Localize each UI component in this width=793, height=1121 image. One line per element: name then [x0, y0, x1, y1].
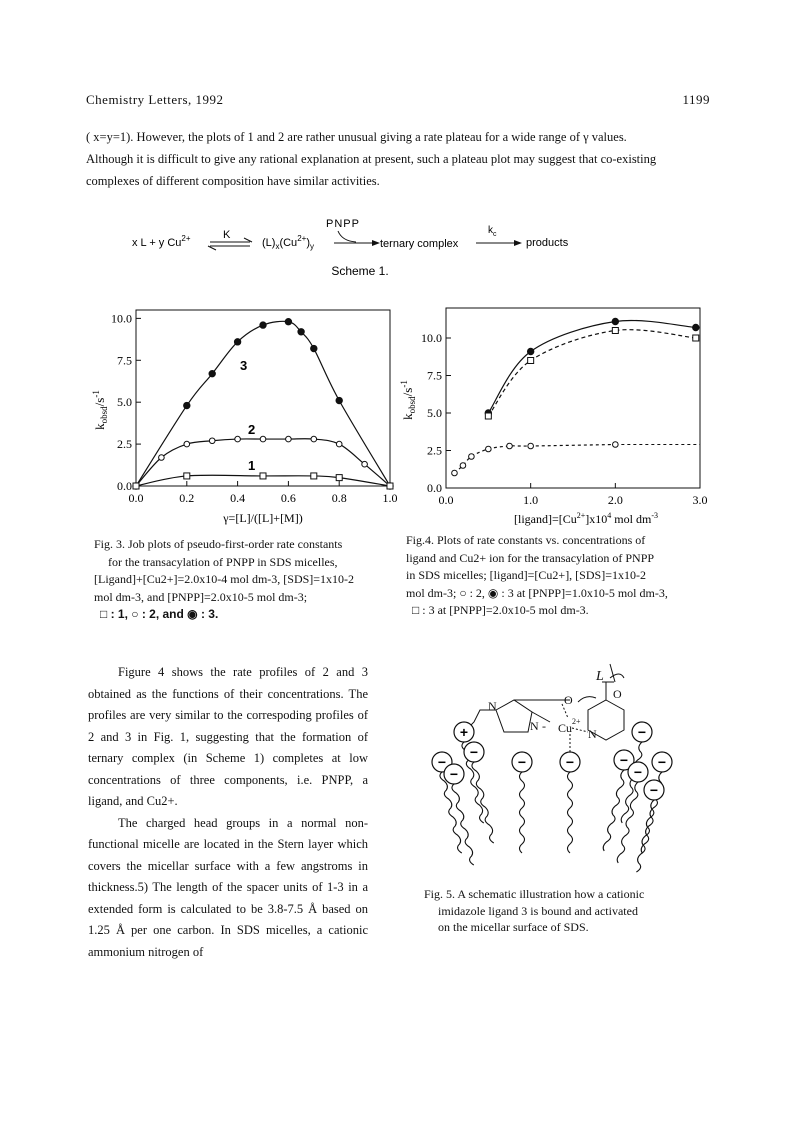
scheme-kc-label: $k_c$ — [488, 225, 497, 238]
fig3-x-tick-label: 0.2 — [179, 491, 195, 505]
fig3-curve-label-3: 3 — [240, 358, 248, 373]
imidazole-ring — [496, 700, 532, 732]
fig4-caption-line: □ : 3 at [PNPP]=2.0x10-5 mol dm-3. — [412, 603, 589, 617]
alkyl-tail — [617, 782, 638, 863]
acyl-arrow — [610, 674, 624, 678]
fig4-series-line-1 — [454, 445, 615, 474]
alkyl-tail — [603, 770, 624, 851]
scheme-caption: Scheme 1. — [331, 264, 389, 278]
fig3-point — [285, 319, 291, 325]
fig4-point — [613, 442, 619, 448]
fig4-y-tick-label: 0.0 — [427, 481, 442, 495]
copper-label: $Cu^{2+}$ — [558, 717, 581, 735]
fig3-x-tick-label: 0.6 — [280, 491, 296, 505]
fig5-caption-line: imidazole ligand 3 is bound and activated — [438, 903, 638, 918]
fig4-x-tick-label: 0.0 — [438, 493, 454, 507]
fig4-point — [486, 446, 492, 452]
minus-charge-label: − — [657, 754, 667, 770]
fig5-caption-line: Fig. 5. A schematic illustration how a cationic — [424, 887, 645, 901]
fig3-caption-line: for the transacylation of PNPP in SDS micelles, — [108, 554, 338, 569]
scheme-complex: $(L)_x(Cu^{2+})_y$ — [262, 234, 314, 251]
fig4-caption-line: mol dm-3; ○ : 2, ◉ : 3 at [PNPP]=1.0x10-5 mol dm-3, — [406, 585, 668, 600]
fig3-caption-line: mol dm-3, and [PNPP]=2.0x10-5 mol dm-3; — [94, 589, 308, 604]
fig3-point — [260, 473, 266, 479]
fig3-series-line-1 — [136, 321, 390, 486]
fig3-point — [336, 475, 342, 481]
scheme-ternary: ternary complex — [380, 238, 459, 250]
scheme-reactants: x L + y $Cu^{2+}$ — [132, 234, 191, 249]
intro-line: Although it is difficult to give any rational explanation at present, such a plateau plot may suggest that co-existing — [86, 152, 657, 166]
fig4-x-tick-label: 2.0 — [607, 493, 623, 507]
fig3-caption — [94, 536, 404, 624]
scheme-1 — [120, 215, 600, 287]
fig4-point — [612, 318, 618, 324]
intro-line: complexes of different composition have similar activities. — [86, 174, 380, 188]
fig4-y-tick-label: 10.0 — [421, 331, 442, 345]
fig4-point — [527, 348, 533, 354]
fig4-point — [452, 470, 458, 476]
fig3-y-tick-label: 0.0 — [117, 479, 132, 493]
fig4-y-tick-label: 7.5 — [427, 368, 442, 383]
fig3-x-tick-label: 0.4 — [230, 491, 246, 505]
scheme-reagent: PNPP — [326, 218, 360, 230]
fig4-point — [528, 358, 534, 364]
fig4-point — [528, 443, 534, 449]
pyridine-n: N — [588, 727, 597, 741]
fig3-x-axis-label: γ=[L]/([L]+[M]) — [223, 511, 303, 525]
minus-charge-label: − — [633, 764, 643, 780]
fig4-point — [693, 324, 699, 330]
minus-charge-label: − — [649, 782, 659, 798]
alkyl-tail — [472, 762, 494, 843]
scheme-k-label: K — [223, 229, 231, 241]
fig3-x-tick-label: 0.8 — [331, 491, 347, 505]
fig3-caption-line: □ : 1, ○ : 2, and ◉ : 3. — [100, 607, 219, 621]
fig3-point — [362, 461, 368, 467]
fig4-caption-line: ligand and Cu2+ ion for the transacylation of PNPP — [406, 550, 655, 565]
imidazole-n2: N — [530, 719, 539, 733]
fig3-y-tick-label: 2.5 — [117, 437, 132, 452]
fig3-point — [286, 436, 292, 442]
fig3-point — [298, 329, 304, 335]
body-paragraph: The charged head groups in a normal non-functional micelle are located in the Stern layer which covers the micellar surface with a few angstroms in thickness.5) The length of the spacer units of 1-3 in a extended form is calculated to be 3.8-7.5 Å based on 1.25 Å per one carbon. In SDS micelles, a cationic ammonium nitrogen of — [88, 815, 368, 959]
fig4-caption-line: in SDS micelles; [ligand]=[Cu2+], [SDS]=1x10-2 — [406, 568, 646, 582]
intro-paragraph — [86, 126, 710, 192]
fig4-caption-line: Fig.4. Plots of rate constants vs. concentrations of — [406, 533, 646, 547]
fig3-point — [260, 322, 266, 328]
fig4-y-axis-label: $k_{obsd}/s^{-1}$ — [399, 380, 417, 420]
minus-charge-label: − — [637, 724, 647, 740]
fig3-point — [235, 436, 241, 442]
attack-arrow — [578, 697, 596, 702]
fig4-chart — [390, 300, 720, 530]
minus-charge-label: − — [619, 752, 629, 768]
fig3-point — [184, 473, 190, 479]
fig4-y-tick-label: 2.5 — [427, 443, 442, 458]
running-header — [86, 92, 710, 108]
fig4-point — [693, 335, 699, 341]
fig3-point — [209, 370, 215, 376]
fig3-point — [336, 441, 342, 447]
carbonyl-o: O — [613, 687, 622, 701]
dash-label: - — [542, 719, 546, 733]
fig4-x-axis-label: $[ligand]=[Cu^{2+}]x10^4$ mol $dm^{-3}$ — [514, 511, 658, 526]
fig4-point — [612, 328, 618, 334]
fig3-chart — [80, 300, 410, 530]
fig3-point — [184, 402, 190, 408]
fig3-curve-label-1: 1 — [248, 458, 256, 473]
fig3-point — [209, 438, 215, 444]
alkoxide-o: O — [564, 693, 573, 707]
fig3-y-tick-label: 7.5 — [117, 353, 132, 368]
fig5-illustration — [410, 660, 710, 882]
minus-charge-label: − — [517, 754, 527, 770]
scheme-products: products — [526, 237, 569, 249]
fig3-y-tick-label: 10.0 — [111, 311, 132, 326]
plus-charge-label: + — [459, 724, 469, 740]
fig5-caption — [424, 886, 714, 936]
fig4-series-line-2 — [488, 320, 695, 413]
fig3-point — [133, 483, 139, 489]
minus-charge-label: − — [469, 744, 479, 760]
fig3-point — [336, 397, 342, 403]
imidazole-n1: N — [488, 699, 497, 713]
fig3-plot-frame — [136, 310, 390, 486]
alkyl-tail — [440, 772, 462, 853]
fig4-point — [485, 413, 491, 419]
fig4-point — [469, 454, 475, 460]
fig3-y-axis-label: $k_{obsd}/s^{-1}$ — [91, 390, 109, 430]
alkyl-tail — [520, 772, 525, 853]
minus-charge-label: − — [437, 754, 447, 770]
minus-charge-label: − — [449, 766, 459, 782]
fig3-curve-label-2: 2 — [248, 422, 256, 437]
intro-line: ( x=y=1). However, the plots of 1 and 2 are rather unusual giving a rate plateau for a wide range of γ values. — [86, 130, 627, 144]
leaving-group-l: L — [596, 669, 604, 684]
fig3-x-tick-label: 1.0 — [382, 491, 398, 505]
fig3-point — [159, 455, 165, 461]
fig3-point — [311, 473, 317, 479]
body-paragraph: Figure 4 shows the rate profiles of 2 and 3 obtained as the functions of their concentrations. The profiles are very similar to the correspoding profiles of 2 and 3 in Fig. 1, suggesting that the formation of ternary complex (in Scheme 1) completes at low concentrations of three components, i.e. PNPP, a ligand, and Cu2+. — [88, 665, 368, 808]
fig3-point — [311, 345, 317, 351]
fig3-point — [260, 436, 266, 442]
fig3-point — [234, 339, 240, 345]
body-text — [88, 662, 368, 963]
alkyl-tail — [452, 784, 474, 865]
page-number: 1199 — [682, 92, 710, 107]
fig3-point — [311, 436, 317, 442]
fig3-x-tick-label: 0.0 — [128, 491, 144, 505]
fig3-y-tick-label: 5.0 — [117, 395, 132, 410]
fig3-point — [184, 441, 190, 447]
minus-charge-label: − — [565, 754, 575, 770]
fig3-caption-line: Fig. 3. Job plots of pseudo-first-order rate constants — [94, 537, 343, 551]
fig4-y-tick-label: 5.0 — [427, 406, 442, 420]
fig4-series-line-3 — [488, 330, 695, 416]
fig4-x-tick-label: 1.0 — [523, 493, 539, 507]
journal-name: Chemistry Letters, 1992 — [86, 92, 224, 107]
fig4-point — [507, 443, 513, 449]
fig4-x-tick-label: 3.0 — [692, 493, 708, 507]
fig3-caption-line: [Ligand]+[Cu2+]=2.0x10-4 mol dm-3, [SDS]=1x10-2 — [94, 572, 355, 586]
fig5-caption-line: on the micellar surface of SDS. — [438, 920, 589, 934]
alkyl-tail — [568, 772, 573, 853]
fig4-plot-frame — [446, 308, 700, 488]
fig4-point — [460, 463, 466, 469]
fig4-caption — [406, 532, 716, 620]
